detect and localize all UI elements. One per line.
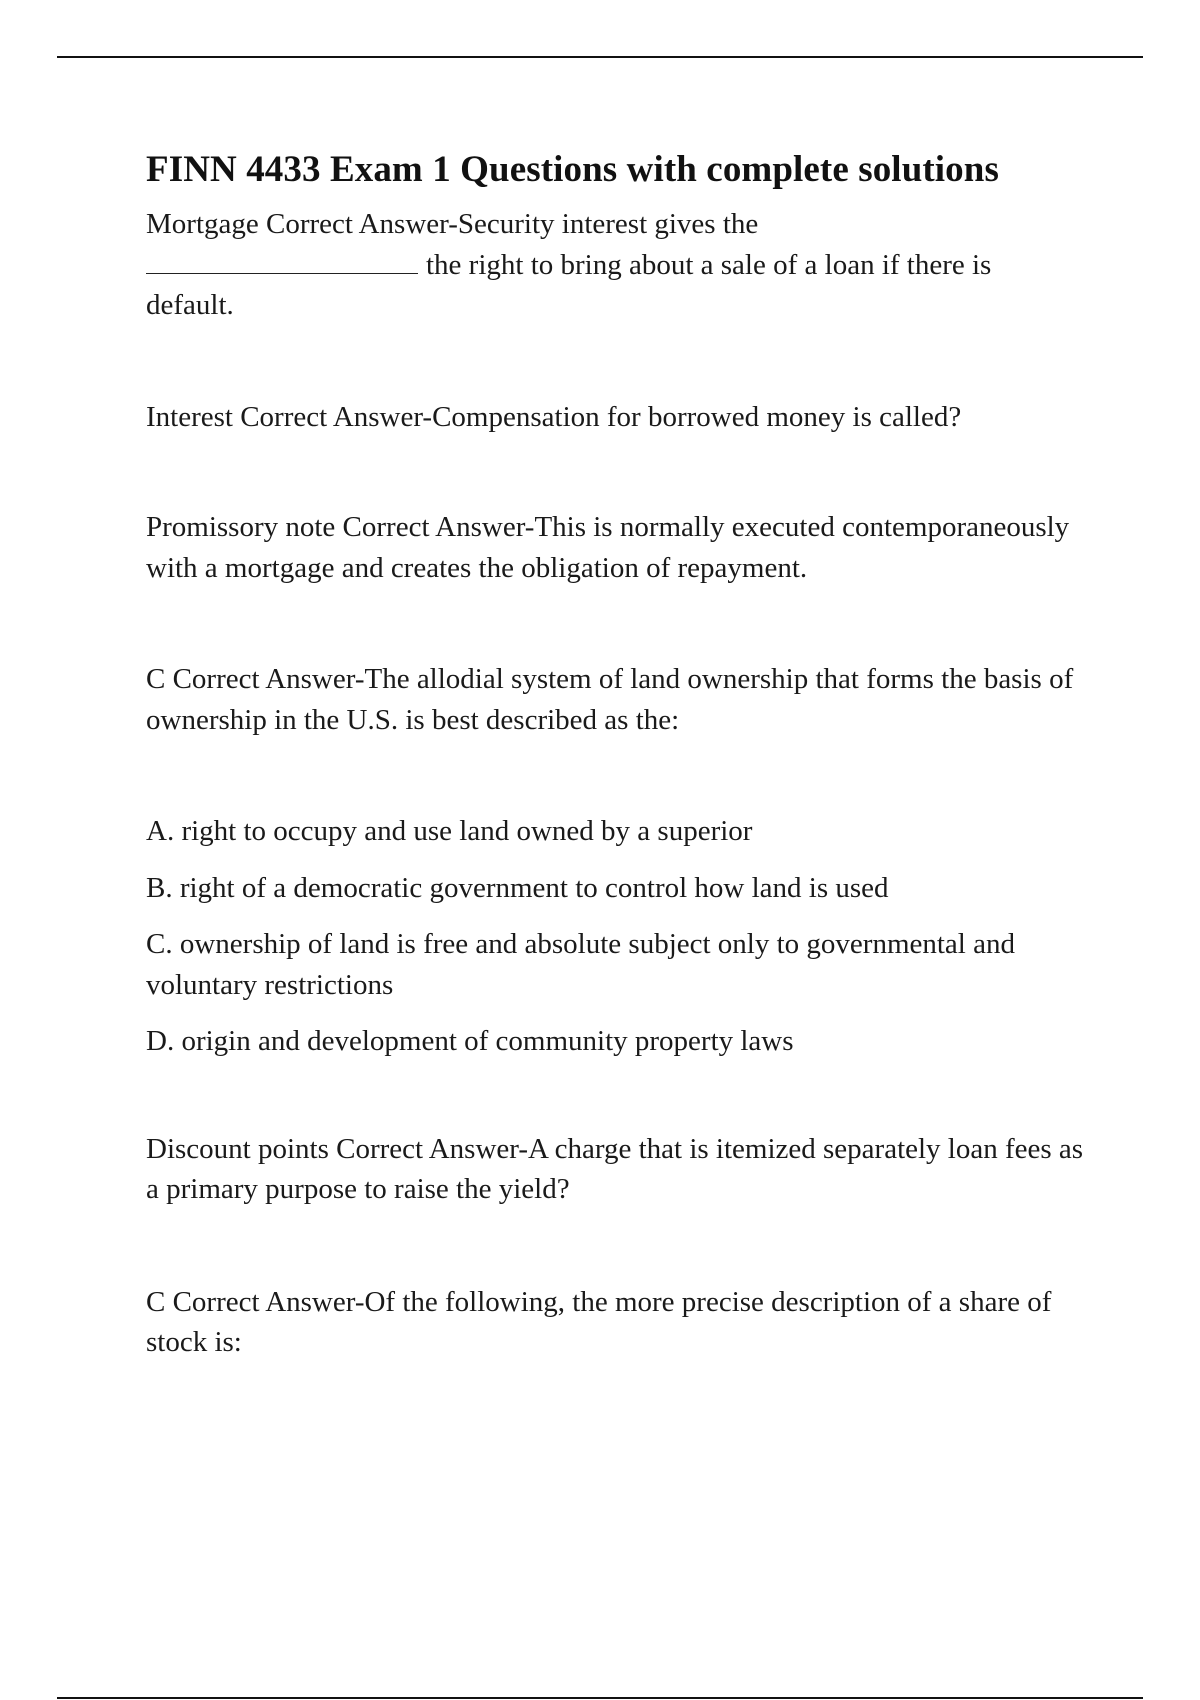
question-mortgage-part2: the right to bring about a sale of a loan if there is default. — [146, 248, 992, 321]
question-mortgage — [146, 204, 1086, 326]
question-mortgage-part1: Mortgage Correct Answer-Security interest gives the — [146, 208, 759, 240]
question-promissory-note: Promissory note Correct Answer-This is normally executed contemporaneously with a mortgage and creates the obligation of repayment. — [146, 511, 1070, 584]
question-allodial: C Correct Answer-The allodial system of land ownership that forms the basis of ownership in the U.S. is best described as the: — [146, 663, 1074, 736]
question-interest: Interest Correct Answer-Compensation for borrowed money is called? — [146, 400, 962, 433]
fill-in-blank — [146, 247, 418, 274]
answer-options — [146, 811, 1086, 1062]
question-share-of-stock: C Correct Answer-Of the following, the more precise description of a share of stock is: — [146, 1285, 1052, 1358]
question-discount-points: Discount points Correct Answer-A charge that is itemized separately loan fees as a primary purpose to raise the yield? — [146, 1132, 1084, 1205]
document-title: FINN 4433 Exam 1 Questions with complete solutions — [146, 149, 999, 190]
document-body — [146, 140, 1086, 1363]
option-b: B. right of a democratic government to control how land is used — [146, 871, 889, 904]
footer-rule — [57, 1697, 1143, 1699]
option-c: C. ownership of land is free and absolute subject only to governmental and voluntary restrictions — [146, 928, 1015, 1001]
option-a: A. right to occupy and use land owned by a superior — [146, 815, 753, 847]
header-rule — [57, 56, 1143, 58]
option-d: D. origin and development of community property laws — [146, 1025, 794, 1057]
